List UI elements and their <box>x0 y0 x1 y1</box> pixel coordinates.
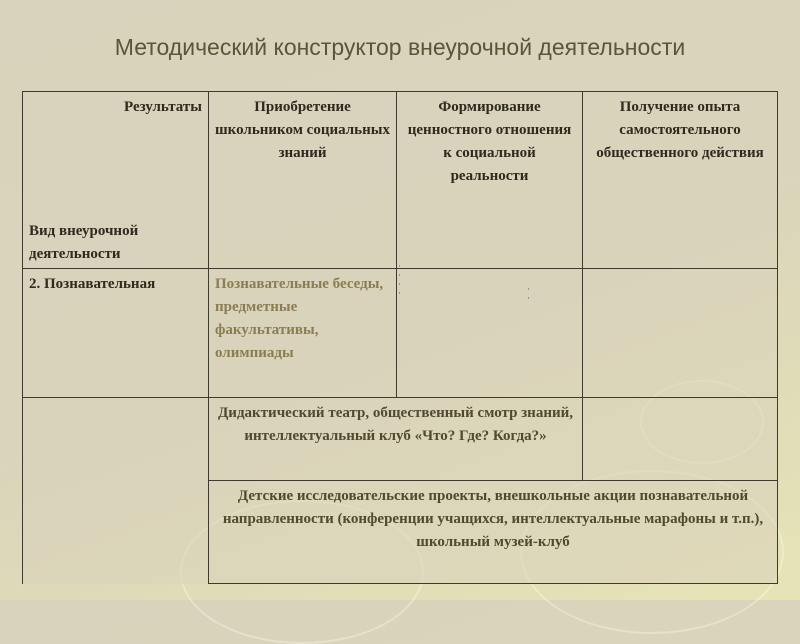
level1-cell: Познавательные беседы, предметные факультативы, олимпиады <box>209 269 397 398</box>
results-label: Результаты <box>124 99 202 115</box>
level3-cell: Детские исследовательские проекты, внешкольные акции познавательной направленности (конференции учащихся, интеллектуальные марафоны и т.п.), школьный музей-клуб <box>209 481 778 584</box>
slide-title: Методический конструктор внеурочной деятельности <box>114 34 686 60</box>
empty-cell <box>583 269 778 398</box>
row-label-continuation <box>23 398 209 584</box>
column-header-level2: Формирование ценностного отношения к социальной реальности <box>397 92 583 269</box>
empty-cell <box>583 398 778 481</box>
column-header-level1: Приобретение школьником социальных знаний <box>209 92 397 269</box>
empty-cell <box>397 269 583 398</box>
stray-dots: · · · · <box>398 261 401 298</box>
stray-dots: · · <box>527 284 530 303</box>
activity-type-label: Вид внеурочной деятельности <box>29 223 139 262</box>
row-label: 2. Познавательная <box>23 269 209 398</box>
constructor-table <box>22 91 778 584</box>
column-header-level3: Получение опыта самостоятельного общественного действия <box>583 92 778 269</box>
level2-cell: Дидактический театр, общественный смотр знаний, интеллектуальный клуб «Что? Где? Когда?» <box>209 398 583 481</box>
corner-header-cell <box>23 92 209 269</box>
